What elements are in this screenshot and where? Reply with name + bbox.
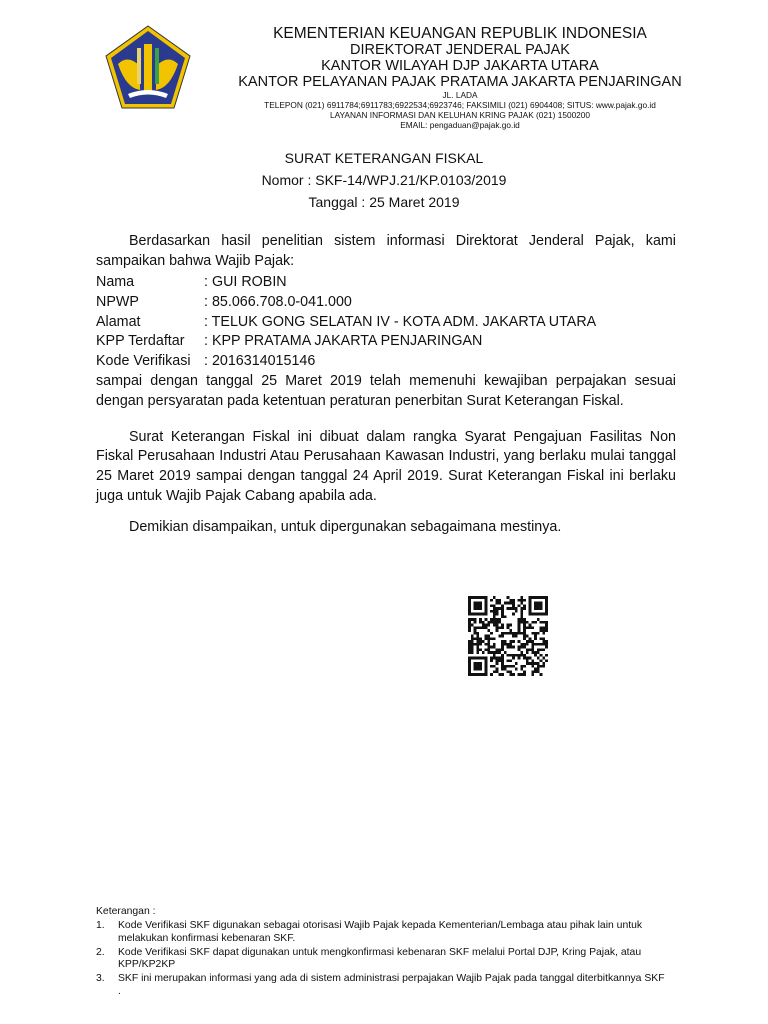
closing-paragraph: Demikian disampaikan, untuk dipergunakan sebagaimana mestinya. bbox=[129, 518, 562, 535]
note-number: 3. bbox=[96, 973, 105, 984]
field-value: : GUI ROBIN bbox=[204, 274, 287, 291]
document-date: Tanggal : 25 Maret 2019 bbox=[308, 194, 460, 210]
letter-body bbox=[96, 232, 676, 538]
note-item bbox=[96, 973, 678, 986]
field-row bbox=[96, 352, 676, 372]
field-label: Nama bbox=[96, 274, 135, 291]
document-number: Nomor : SKF-14/WPJ.21/KP.0103/2019 bbox=[261, 172, 507, 188]
field-row bbox=[96, 273, 676, 293]
field-value: : KPP PRATAMA JAKARTA PENJARINGAN bbox=[204, 333, 483, 350]
note-item bbox=[96, 947, 678, 972]
note-trailer: . bbox=[118, 985, 121, 997]
note-text: Kode Verifikasi SKF dapat digunakan untuk mengkonfirmasi kebenaran SKF melalui Portal DJP, Kring Pajak, atau KPP/KP2KP bbox=[118, 946, 642, 970]
note-number: 1. bbox=[96, 920, 105, 931]
note-item bbox=[96, 920, 678, 945]
purpose-paragraph: Surat Keterangan Fiskal ini dibuat dalam rangka Syarat Pengajuan Fasilitas Non Fiskal Perusahaan Industri Atau Perusahaan Kawasan Industri, yang berlaku mulai tanggal 25 Maret 2019 sampai dengan tanggal 24 April 2019. Surat Keterangan Fiskal ini berlaku juga untuk Wajib Pajak Cabang apabila ada. bbox=[96, 428, 676, 505]
field-value: : 85.066.708.0-041.000 bbox=[204, 293, 352, 310]
field-row bbox=[96, 332, 676, 352]
document-title: SURAT KETERANGAN FISKAL bbox=[284, 150, 484, 166]
field-label: KPP Terdaftar bbox=[96, 333, 185, 350]
field-value: : 2016314015146 bbox=[204, 353, 316, 370]
notes-heading: Keterangan : bbox=[96, 906, 156, 917]
field-value: : TELUK GONG SELATAN IV - KOTA ADM. JAKARTA UTARA bbox=[204, 313, 597, 330]
header-service: LAYANAN INFORMASI DAN KELUHAN KRING PAJAK (021) 1500200 bbox=[329, 110, 591, 120]
note-text: Kode Verifikasi SKF digunakan sebagai otorisasi Wajib Pajak kepada Kementerian/Lembaga atau pihak lain untuk melakukan konfirmasi kebenaran SKF. bbox=[118, 920, 643, 944]
field-row bbox=[96, 293, 676, 313]
header-ministry: KEMENTERIAN KEUANGAN REPUBLIK INDONESIA bbox=[273, 25, 647, 42]
note-number: 2. bbox=[96, 946, 105, 958]
header-address: JL. LADA bbox=[442, 90, 478, 100]
field-label: Alamat bbox=[96, 313, 141, 330]
qr-code bbox=[467, 596, 549, 676]
field-label: NPWP bbox=[96, 293, 139, 310]
header-tax-office: KANTOR PELAYANAN PAJAK PRATAMA JAKARTA PENJARINGAN bbox=[238, 74, 682, 90]
note-text: SKF ini merupakan informasi yang ada di sistem administrasi perpajakan Wajib Pajak pada tanggal diterbitkannya SKF bbox=[118, 973, 665, 984]
field-label: Kode Verifikasi bbox=[96, 353, 191, 370]
ministry-logo bbox=[104, 24, 192, 110]
notes-section bbox=[96, 906, 678, 998]
intro-paragraph: Berdasarkan hasil penelitian sistem informasi Direktorat Jenderal Pajak, kami sampaikan bahwa Wajib Pajak: bbox=[96, 233, 676, 269]
field-row bbox=[96, 313, 676, 333]
header-regional-office: KANTOR WILAYAH DJP JAKARTA UTARA bbox=[321, 58, 599, 74]
header-email: EMAIL: pengaduan@pajak.go.id bbox=[400, 120, 520, 130]
compliance-paragraph: sampai dengan tanggal 25 Maret 2019 telah memenuhi kewajiban perpajakan sesuai dengan persyaratan pada ketentuan peraturan penerbitan Surat Keterangan Fiskal. bbox=[96, 373, 676, 409]
header-phone: TELEPON (021) 6911784;6911783;6922534;6923746; FAKSIMILI (021) 6904408; SITUS: www.pajak.go.id bbox=[264, 100, 656, 110]
header-directorate: DIREKTORAT JENDERAL PAJAK bbox=[350, 42, 570, 58]
